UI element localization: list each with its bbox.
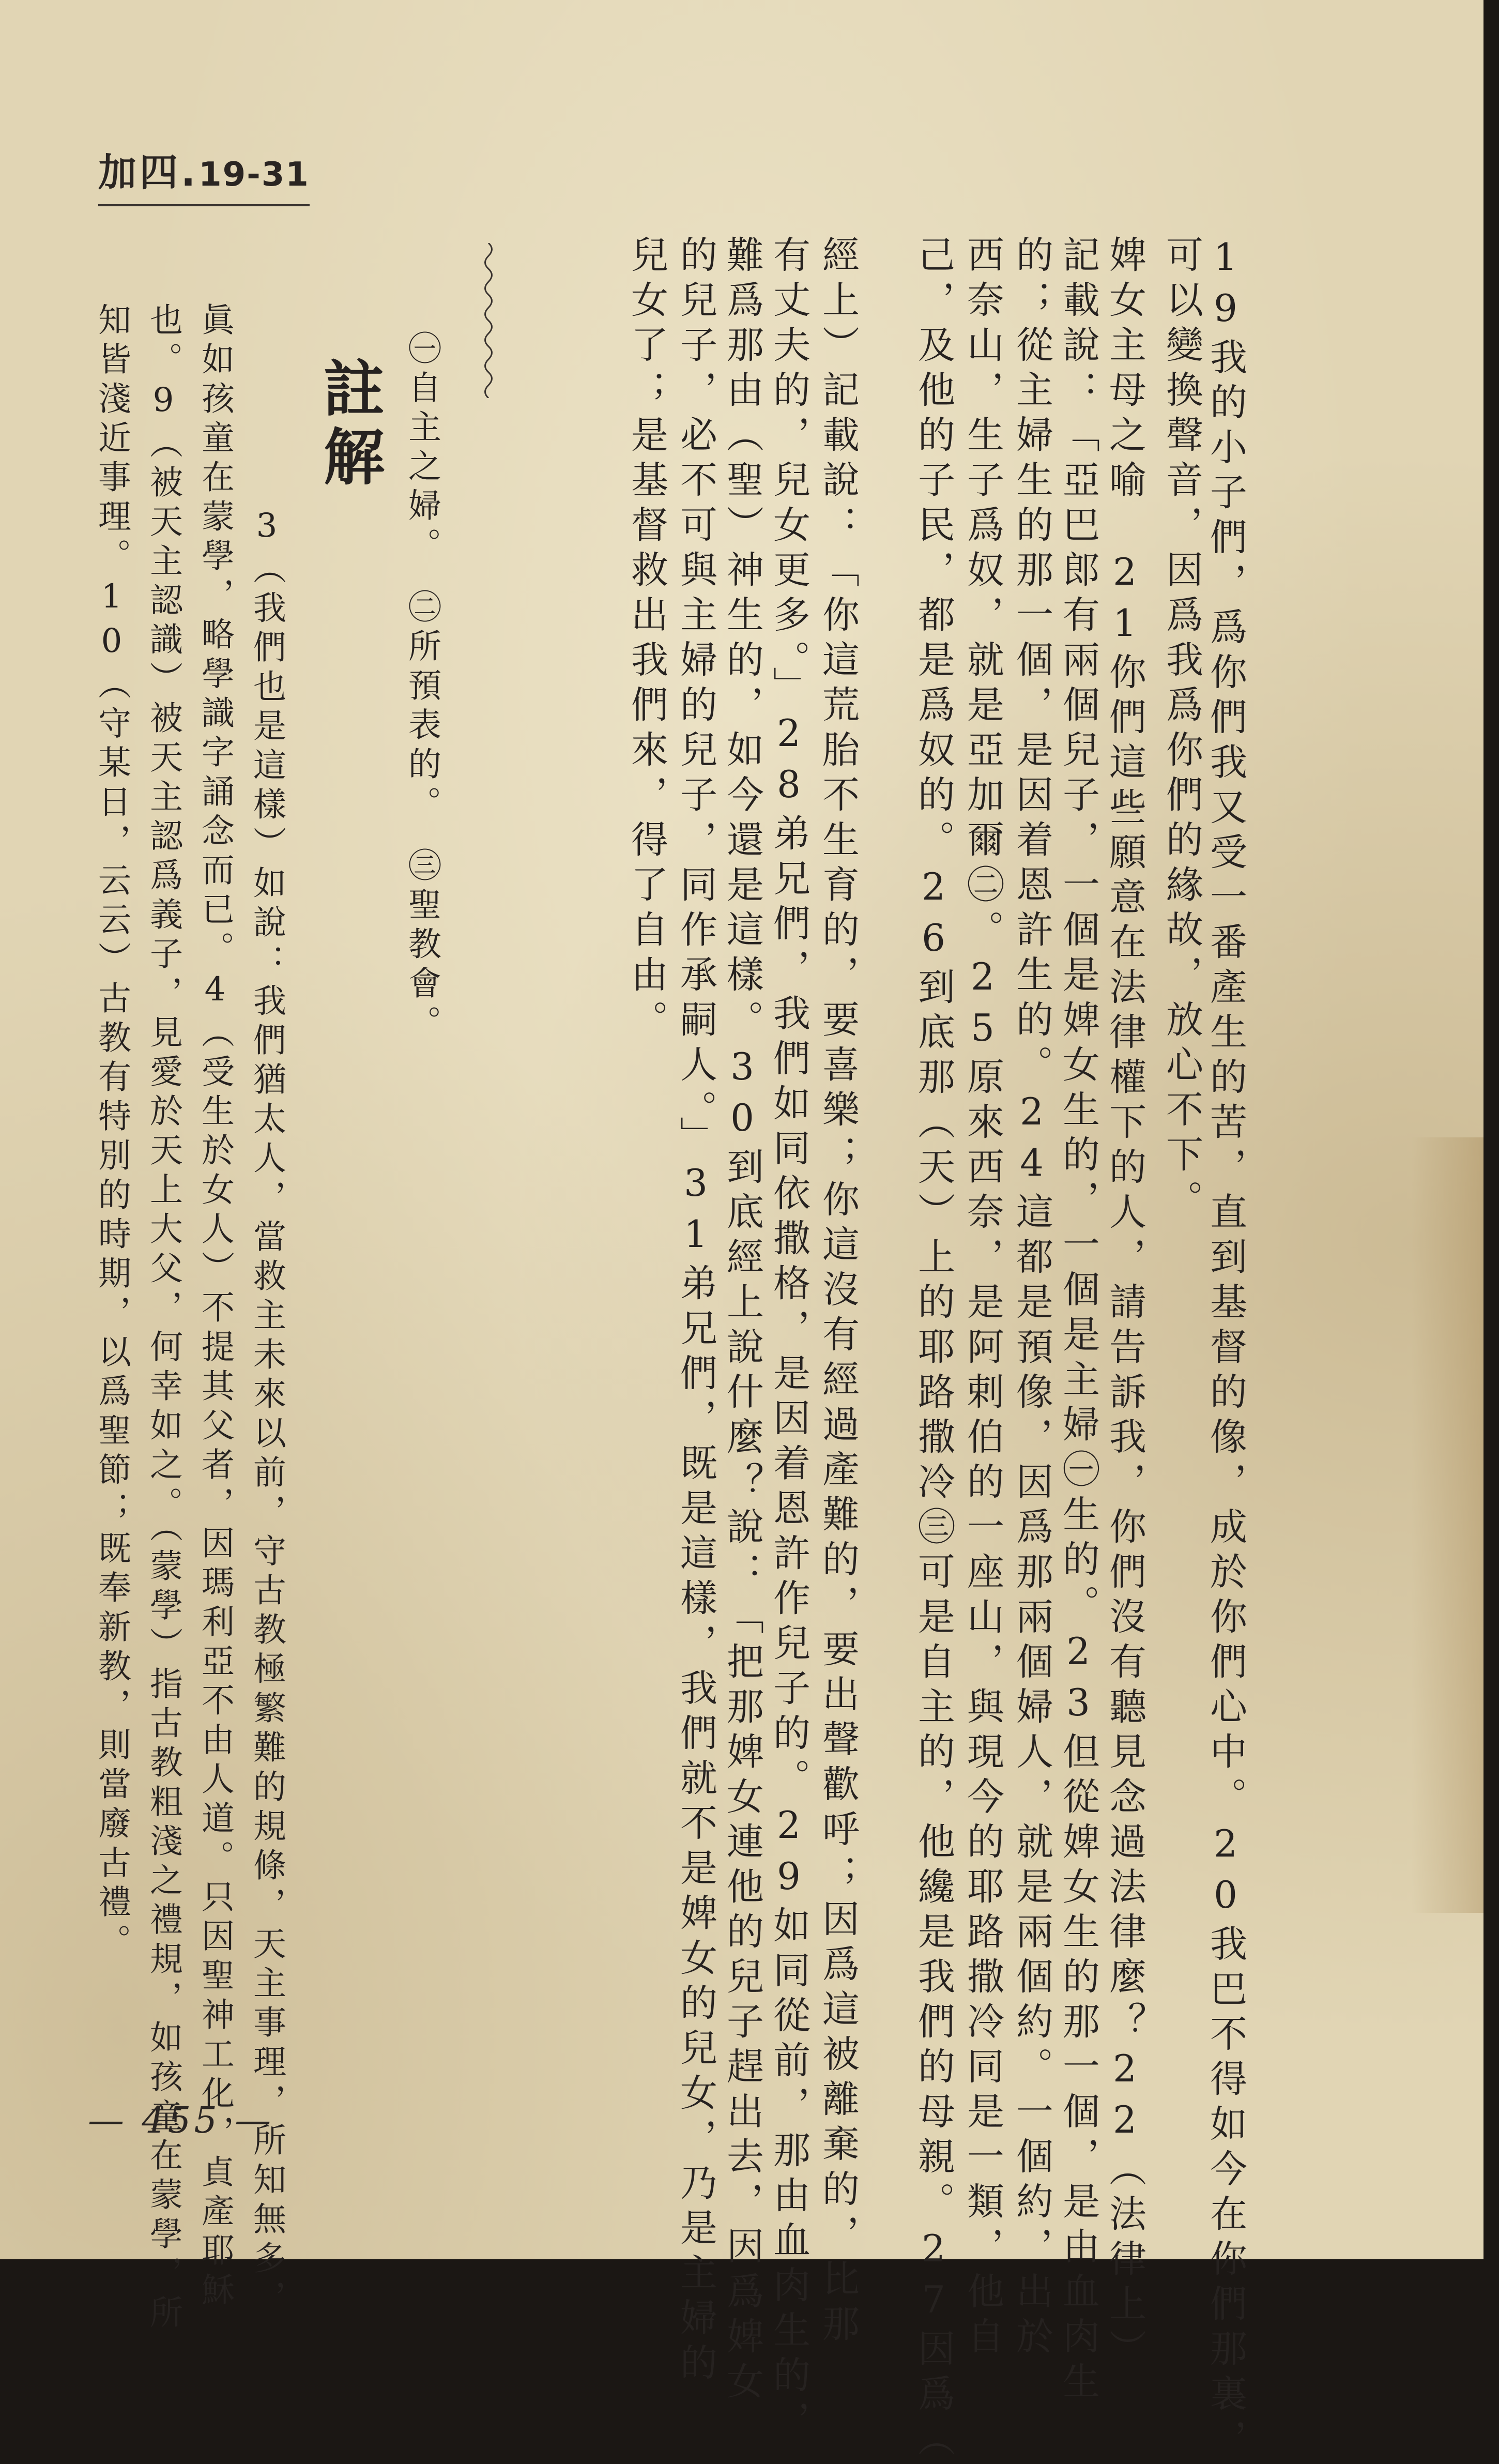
paper-stain [1411,1137,1483,1913]
text-column: 的；從主婦生的那一個，是因着恩許生的。24這都是預像，因爲那兩個婦人，就是兩個約。一個約，出於 [1010,235,1053,2362]
text-column: 兒女了；是基督救出我們來，得了自由。 [625,235,668,1045]
notes-heading: 註解 [313,357,385,493]
text-column: 經上）記載說：「你這荒胎不生育的，要喜樂；你這沒有經過產難的，要出聲歡呼；因爲這被離棄的，比那 [816,235,860,2349]
footnotes: ㊀自主之婦。 ㊁所預表的。 ㊂聖教會。 [403,331,441,1044]
running-head-range: 19-31 [198,156,310,194]
separator-ornament [481,243,496,398]
running-head [98,142,310,206]
note-column: 3（我們也是這樣）如說：我們猶太人，當救主未來以前，守古教極繁難的規條，天主事理，所知無多， [248,507,286,2319]
running-head-book: 加四. [98,150,199,195]
text-column: 記載說：「亞巴郎有兩個兒子，一個是婢女生的，一個是主婦㊀生的。23但從婢女生的那一個，是由血肉生 [1057,235,1100,2407]
text-column: 西奈山，生子爲奴，就是亞加爾㊁。25原來西奈，是阿剌伯的一座山，與現今的耶路撒冷同是一類，他自 [961,235,1004,2362]
text-column: 19我的小子們，爲你們我又受一番產生的苦，直到基督的像，成於你們心中。20我巴不得如今在你們那裏， [1204,235,1247,2464]
note-column: 眞如孩童在蒙學，略學識字誦念而已。4（受生於女人）不提其父者，因瑪利亞不由人道。只因聖神工化，貞產耶穌 [196,302,234,2311]
text-column: 有丈夫的，兒女更多。」28弟兄們，我們如同依撒格，是因着恩許作兒子的。29如同從前，那由血肉生的， [767,235,810,2445]
text-column: 可以變換聲音，因爲我爲你們的緣故，放心不下。 [1160,235,1203,1225]
page-number: — 455 — [88,2099,274,2141]
note-column: 知皆淺近事理。10（守某日，云云）古教有特別的時期，以爲聖節；既奉新教，則當廢古禮。 [93,302,131,1963]
note-column: 也。9（被天主認識）被天主認爲義子，見愛於天上大父，何幸如之。（蒙學）指古教粗淺之禮規，如孩童在蒙學，所 [144,302,182,2334]
text-column: 婢女主母之喻 21你們這些願意在法律權下的人，請告訴我，你們沒有聽見念過法律麼？22（法律上） [1103,235,1146,2374]
text-column: 己，及他的子民，都是爲奴的。26到底那（天）上的耶路撒冷㊂可是自主的，他纔是我們的母親。27因爲（ [912,235,955,2464]
text-column: 難爲那由（聖）神生的，如今還是這樣。30到底經上說什麼？說：「把那婢女連他的兒子趕出去，因爲婢女 [721,235,764,2407]
text-column: 的兒子，必不可與主婦的兒子，同作承嗣人。」31弟兄們，既是這樣，我們就不是婢女的兒女，乃是主婦的 [674,235,717,2388]
